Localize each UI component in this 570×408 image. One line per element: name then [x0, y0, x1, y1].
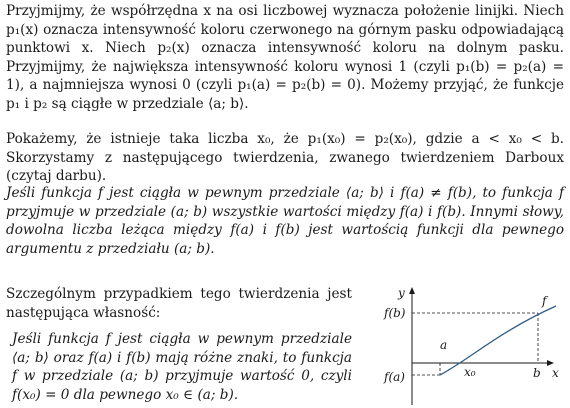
theorem-darboux: Jeśli funkcja f jest ciągła w pewnym przedziale ⟨a; b⟩ i f(a) ≠ f(b), to funkcja f przyjmuje w przedziale (a; b) wszystkie wartości między f(a) i f(b). Innymi słowy, dowolna liczba leżąca między f(a) i f(b) jest wartością funkcji dla pewnego argumentu z przedziału (a; b).: [6, 185, 564, 257]
paragraph-claim: Pokażemy, że istnieje taka liczba x₀, że p₁(x₀) = p₂(x₀), gdzie a < x₀ < b. Skorzystamy z następującego twierdzenia, zwanego twierdzeniem Darboux (czytaj darbu).: [6, 131, 564, 185]
x-axis-label: x: [552, 366, 559, 380]
function-curve: [440, 306, 556, 375]
b-label: b: [533, 366, 541, 380]
fb-label: f(b): [384, 306, 406, 320]
theorem-zero-property: Jeśli funkcja f jest ciągła w pewnym przedziale ⟨a; b⟩ oraz f(a) i f(b) mają różne znaki, to funkcja f w przedziale (a; b) przyjmuje wartość 0, czyli f(x₀) = 0 dla pewnego x₀ ∈ (a; b).: [12, 331, 352, 403]
paragraph-special-case: Szczególnym przypadkiem tego twierdzenia jest następująca własność:: [6, 286, 352, 321]
y-axis-arrow-icon: [409, 287, 415, 294]
paragraph-intro: Przyjmijmy, że współrzędna x na osi liczbowej wyznacza położenie linijki. Niech p₁(x) oznacza intensywność koloru czerwonego na górnym pasku odpowiadającą punktowi x. Niech p₂(x) oznacza intensywność koloru na dolnym pasku. Przyjmijmy, że największa intensywność koloru wynosi 1 (czyli p₁(b) = p₂(a) = 1), a najmniejsza wynosi 0 (czyli p₁(a) = p₂(b) = 0). Możemy przyjąć, że funkcje p₁ i p₂ są ciągłe w przedziale ⟨a; b⟩.: [6, 3, 564, 112]
function-diagram: [360, 283, 566, 405]
y-axis-label: y: [398, 286, 405, 300]
fa-label: f(a): [384, 370, 405, 384]
curve-label: f: [542, 294, 547, 308]
x0-label: x₀: [464, 365, 476, 379]
a-label: a: [440, 338, 448, 352]
